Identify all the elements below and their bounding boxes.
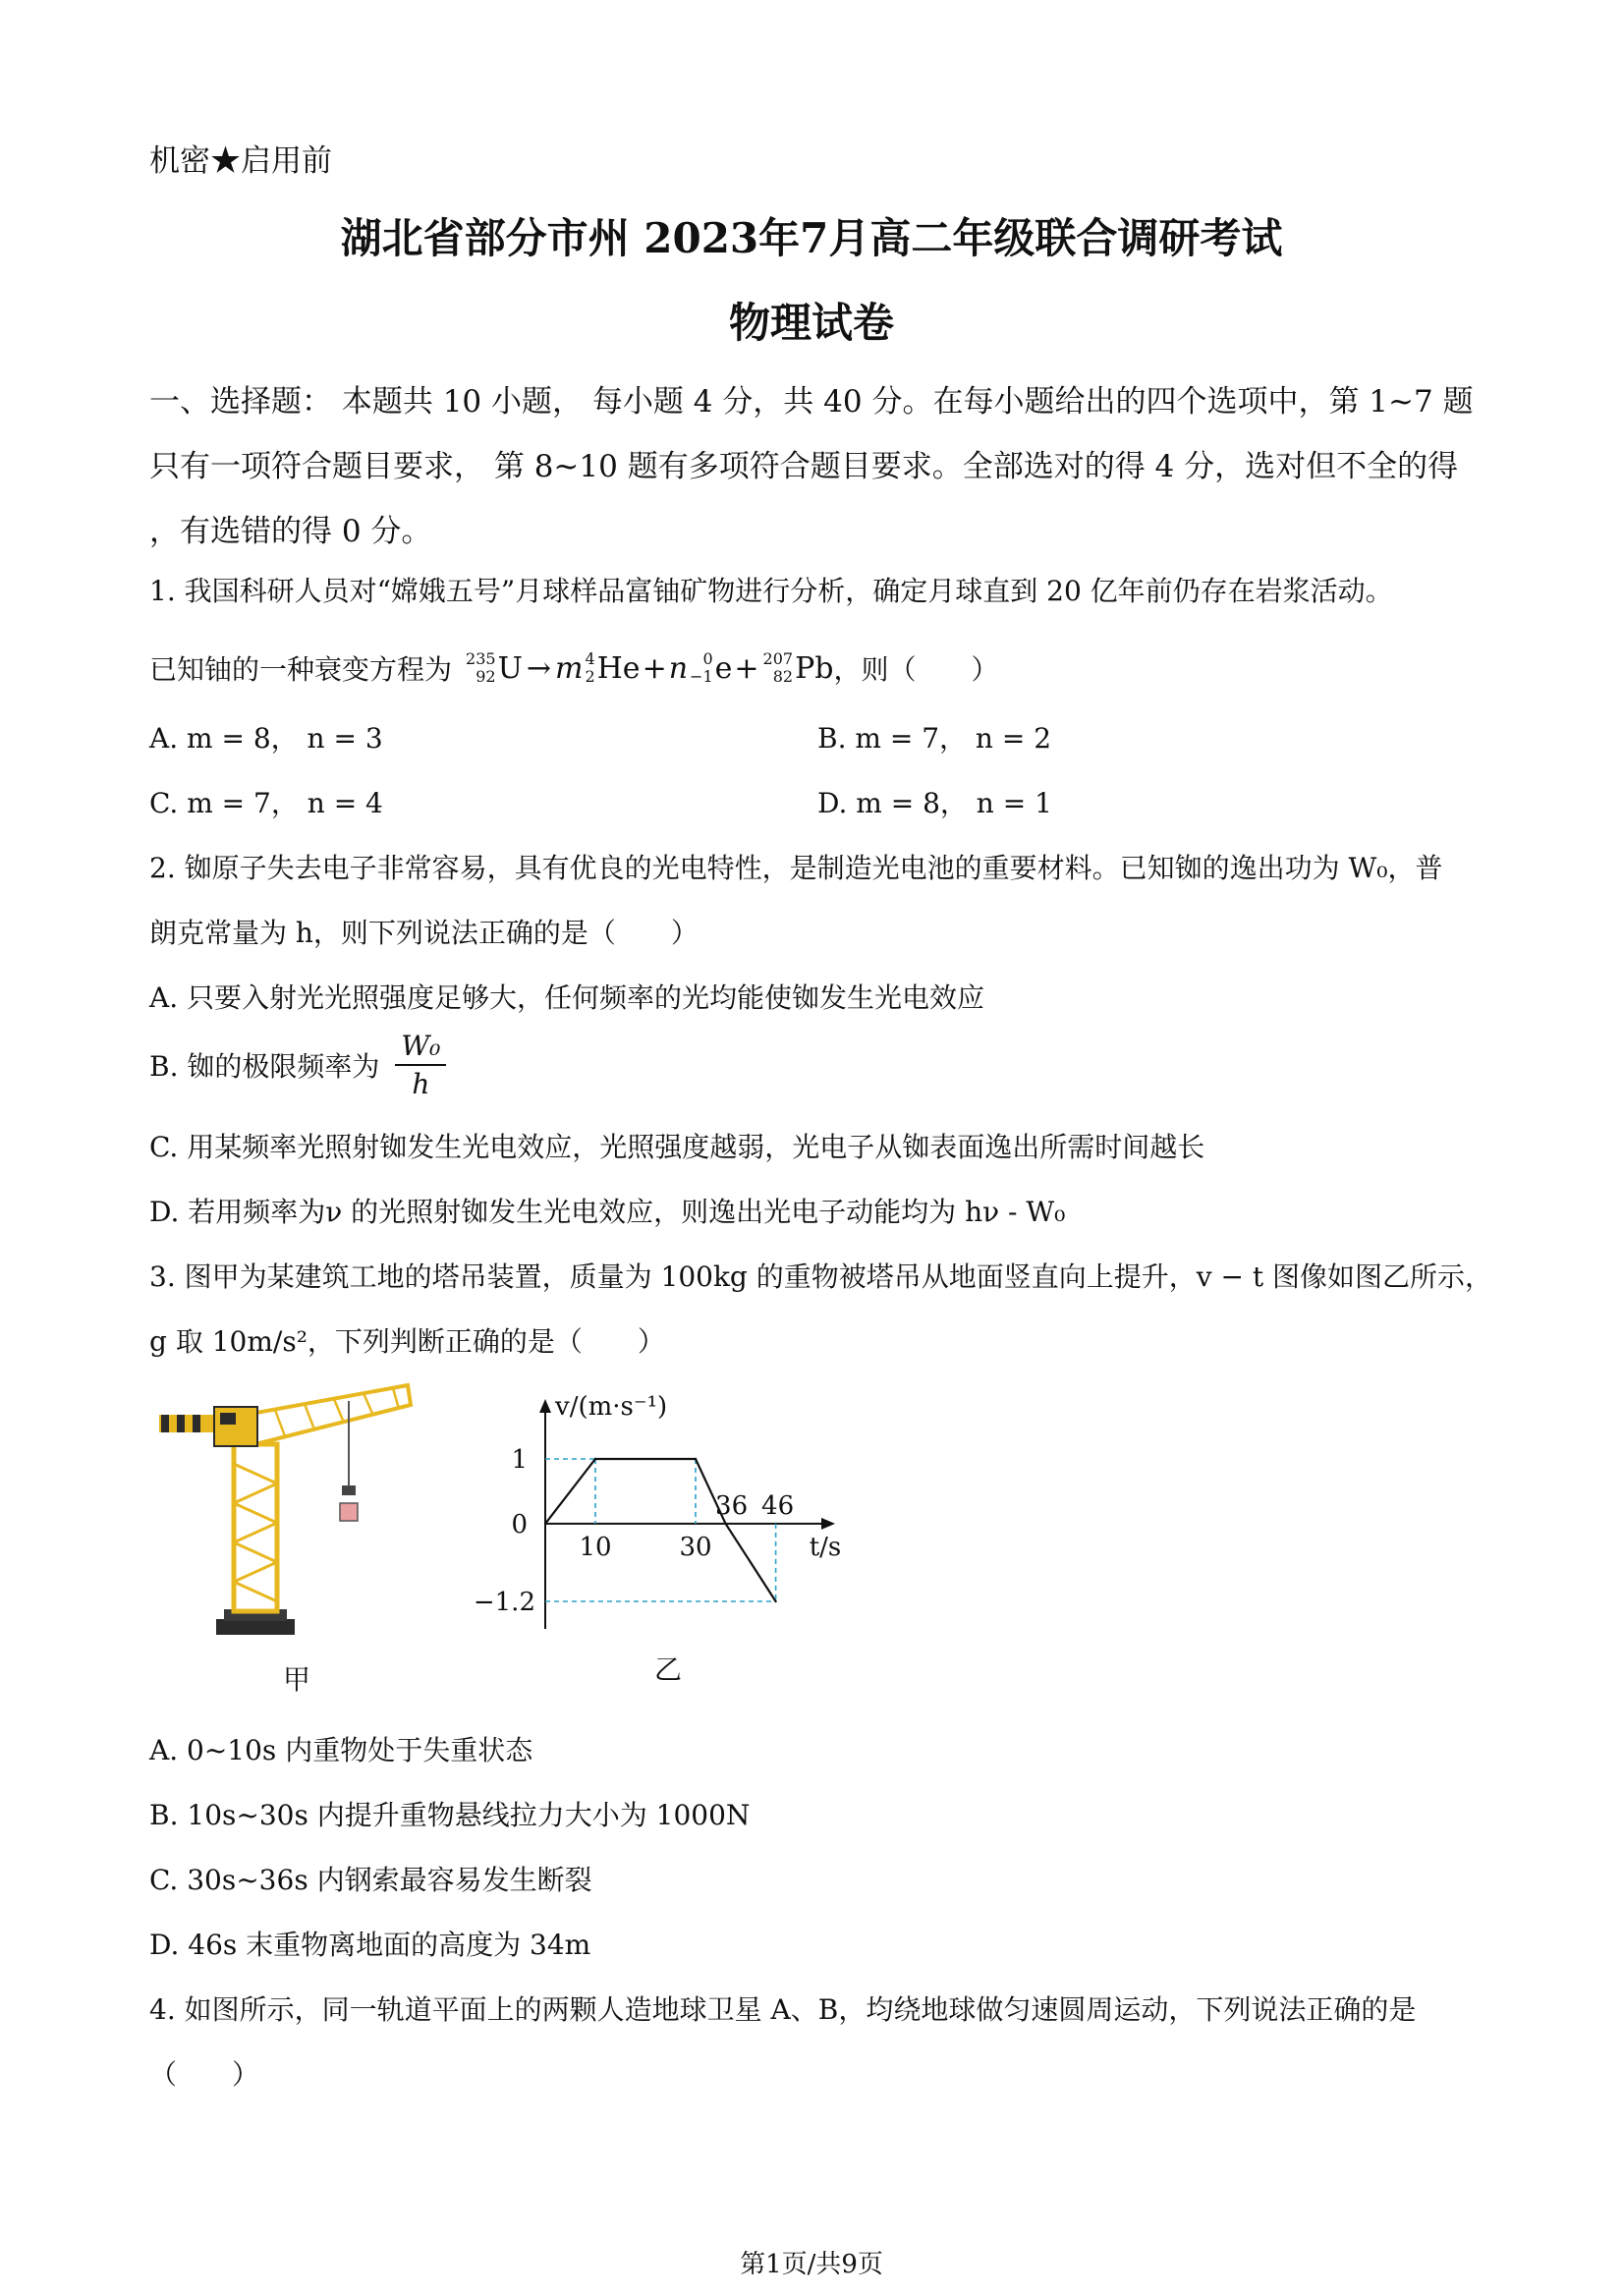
y-tick-label: 1 — [511, 1445, 528, 1475]
vt-graph — [472, 1385, 865, 1651]
he-mass-number: 4 — [585, 649, 595, 668]
tower-crane-figure — [147, 1375, 422, 1651]
chart-series — [544, 1458, 777, 1602]
data-point — [774, 1600, 776, 1602]
q3-option-c[interactable]: C. 30s~36s 内钢索最容易发生断裂 — [149, 1864, 592, 1896]
hook-block — [342, 1485, 356, 1495]
x-tick-label: 46 — [761, 1490, 795, 1521]
q1-option-a[interactable]: A. m = 8， n = 3 — [149, 722, 383, 755]
q2-option-a[interactable]: A. 只要入射光光照强度足够大，任何频率的光均能使铷发生光电效应 — [149, 981, 985, 1014]
pb-mass-number: 207 — [762, 649, 794, 668]
page-number: 第1页/共9页 — [740, 2250, 883, 2279]
counter-weight-stripes — [161, 1415, 200, 1432]
plus-sign: + — [642, 650, 667, 686]
exam-subtitle: 物理试卷 — [728, 299, 894, 347]
x-axis-label: t/s — [809, 1532, 842, 1562]
q4-stem-line1: 4. 如图所示，同一轨道平面上的两颗人造地球卫星 A、B，均绕地球做匀速圆周运动，下列说法正确的是 — [149, 1993, 1417, 2026]
fraction-denominator: h — [412, 1068, 430, 1100]
q1-stem-line1: 1. 我国科研人员对“嫦娥五号”月球样品富铀矿物进行分析，确定月球直到 20 亿年前仍存在岩浆活动。 — [149, 575, 1393, 607]
y-axis-label: v/(m·s⁻¹) — [555, 1392, 668, 1422]
threshold-frequency-fraction — [395, 1030, 446, 1100]
n-coefficient: n — [668, 650, 689, 686]
q3-option-d[interactable]: D. 46s 末重物离地面的高度为 34m — [149, 1929, 591, 1961]
q3-stem-line2: g 取 10m/s²，下列判断正确的是（ ） — [149, 1325, 665, 1358]
arrow: → — [526, 650, 551, 686]
y-tick-label: −1.2 — [473, 1588, 535, 1617]
q2-stem-line2: 朗克常量为 h，则下列说法正确的是（ ） — [149, 917, 699, 949]
u-mass-number: 235 — [466, 649, 496, 668]
data-point — [695, 1458, 697, 1460]
data-point — [724, 1523, 726, 1525]
x-tick-label: 10 — [579, 1532, 612, 1562]
x-tick-label: 30 — [679, 1532, 712, 1562]
pb-charge-number: 82 — [772, 667, 794, 686]
q2-option-c[interactable]: C. 用某频率光照射铷发生光电效应，光照强度越弱，光电子从铷表面逸出所需时间越长 — [149, 1131, 1205, 1163]
q1-stem-line2 — [149, 648, 998, 688]
data-point — [544, 1523, 546, 1525]
e-mass-number: 0 — [702, 649, 713, 668]
q2-option-b-label: B. 铷的极限频率为 — [149, 1050, 380, 1083]
q1-option-c[interactable]: C. m = 7， n = 4 — [149, 787, 383, 819]
crane-base — [216, 1619, 295, 1635]
section-intro: 一、选择题： 本题共 10 小题， 每小题 4 分，共 40 分。在每小题给出的四个选项中，第 1~7 题只有一项符合题目要求， 第 8~10 题有多项符合题目要求。全部选对的得 4 分，选对但不全的得 ，有选错的得 0 分。 — [149, 384, 1474, 549]
x-tick-label: 36 — [715, 1490, 749, 1521]
y-axis-arrow — [539, 1399, 551, 1413]
he-symbol: He — [596, 650, 641, 686]
confidential-label: 机密★启用前 — [149, 143, 332, 179]
chart-labels — [474, 1392, 841, 1617]
q1-stem-prefix: 已知铀的一种衰变方程为 — [149, 653, 453, 686]
q4-stem-line2: （ ） — [149, 2058, 260, 2091]
q3-option-b[interactable]: B. 10s~30s 内提升重物悬线拉力大小为 1000N — [149, 1799, 751, 1831]
figure-b-caption: 乙 — [654, 1653, 683, 1686]
q2-option-d[interactable]: D. 若用频率为ν 的光照射铷发生光电效应，则逸出光电子动能均为 hν - W₀ — [149, 1196, 1066, 1228]
q1-stem-suffix: ，则（ ） — [833, 653, 999, 686]
load-box — [340, 1503, 358, 1521]
he-charge-number: 2 — [585, 667, 595, 686]
fraction-numerator: W₀ — [395, 1030, 446, 1066]
data-point — [594, 1458, 596, 1460]
e-charge-number: −1 — [690, 667, 713, 686]
y-tick-label: 0 — [511, 1509, 528, 1540]
u-symbol: U — [497, 650, 523, 686]
q3-stem-line1: 3. 图甲为某建筑工地的塔吊装置，质量为 100kg 的重物被塔吊从地面竖直向上提升，v − t 图像如图乙所示， — [149, 1260, 1492, 1293]
q2-option-b[interactable] — [149, 1030, 446, 1100]
e-symbol: e — [714, 650, 733, 686]
figure-a-caption: 甲 — [283, 1663, 311, 1696]
cab-window — [220, 1413, 236, 1425]
pb-symbol: Pb — [795, 650, 834, 686]
q1-option-d[interactable]: D. m = 8， n = 1 — [817, 787, 1052, 819]
decay-equation — [466, 650, 833, 686]
exam-title: 湖北省部分市州 2023年7月高二年级联合调研考试 — [340, 214, 1283, 262]
m-coefficient: m — [555, 650, 584, 686]
u-charge-number: 92 — [476, 667, 496, 686]
velocity-series-line — [545, 1459, 776, 1601]
q2-stem-line1: 2. 铷原子失去电子非常容易，具有优良的光电特性，是制造光电池的重要材料。已知铷的逸出功为 W₀，普 — [149, 852, 1443, 884]
x-axis-arrow — [821, 1518, 835, 1530]
plus-sign: + — [734, 650, 759, 686]
crane-mast-lattice — [234, 1464, 277, 1601]
q3-option-a[interactable]: A. 0~10s 内重物处于失重状态 — [149, 1734, 533, 1766]
q1-option-b[interactable]: B. m = 7， n = 2 — [817, 722, 1052, 755]
crane-jib — [246, 1385, 411, 1444]
